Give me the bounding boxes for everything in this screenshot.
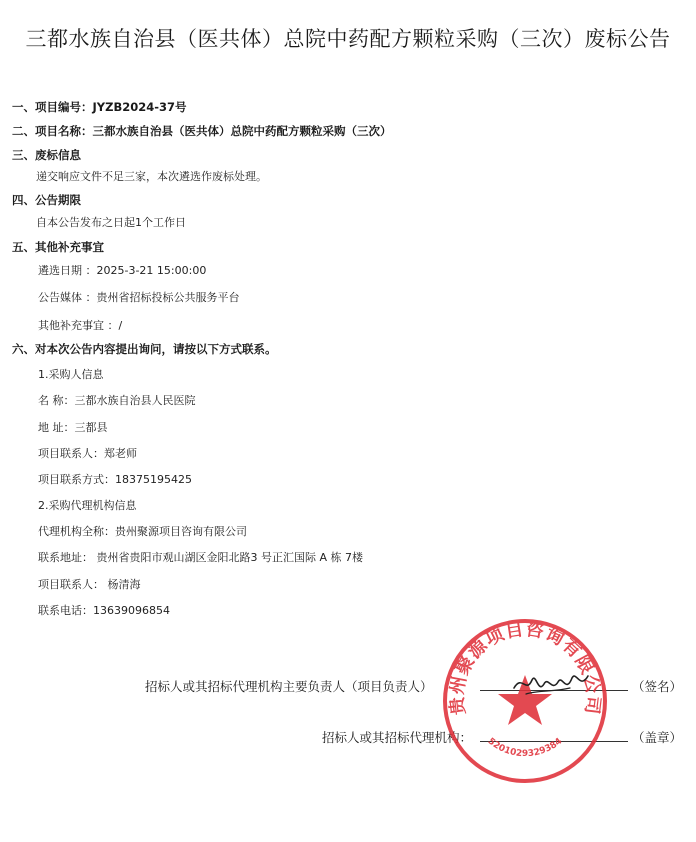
seal-suffix: （盖章） [632, 730, 683, 745]
document-title: 三都水族自治县（医共体）总院中药配方颗粒采购（三次）废标公告 [25, 27, 671, 51]
svg-text:5201029329384: 5201029329384 [485, 736, 565, 760]
section-contact-heading: 六、对本次公告内容提出询问，请按以下方式联系。 [12, 342, 277, 356]
section-project-name: 二、项目名称：三都水族自治县（医共体）总院中药配方颗粒采购（三次） [12, 124, 392, 138]
purchaser-phone: 项目联系方式：18375195425 [38, 473, 192, 486]
section-supplement-heading: 五、其他补充事宜 [12, 240, 104, 254]
section-period-heading: 四、公告期限 [12, 193, 81, 207]
section-project-number: 一、项目编号：JYZB2024-37号 [12, 100, 187, 114]
agency-address: 联系地址： 贵州省贵阳市观山湖区金阳北路3 号正汇国际 A 栋 7楼 [38, 551, 364, 564]
selection-date: 遴选日期 ：2025-3-21 15:00:00 [38, 264, 207, 277]
purchaser-info-heading: 1.采购人信息 [38, 368, 104, 381]
agency-contact: 项目联系人： 杨清海 [38, 578, 141, 591]
purchaser-contact: 项目联系人：郑老师 [38, 447, 137, 460]
purchaser-name: 名 称：三都水族自治县人民医院 [38, 394, 196, 407]
signature-label: 招标人或其招标代理机构主要负责人（项目负责人） [145, 679, 433, 694]
period-text: 自本公告发布之日起1个工作日 [36, 216, 186, 229]
handwritten-signature [508, 664, 598, 702]
purchaser-address: 地 址：三都县 [38, 421, 108, 434]
agency-name: 代理机构全称：贵州聚源项目咨询有限公司 [38, 525, 247, 538]
announcement-media: 公告媒体 ：贵州省招标投标公共服务平台 [38, 291, 240, 304]
seal-label: 招标人或其招标代理机构： [322, 730, 473, 745]
section-failure-info-heading: 三、废标信息 [12, 148, 81, 162]
other-matters: 其他补充事宜 ：/ [38, 319, 123, 332]
agency-info-heading: 2.采购代理机构信息 [38, 499, 137, 512]
failure-info-text: 递交响应文件不足三家，本次遴选作废标处理。 [36, 170, 267, 183]
signature-suffix: （签名） [632, 679, 683, 694]
svg-text:贵州聚源项目咨询有限公司: 贵州聚源项目咨询有限公司 [446, 618, 604, 717]
agency-phone: 联系电话：13639096854 [38, 604, 170, 617]
